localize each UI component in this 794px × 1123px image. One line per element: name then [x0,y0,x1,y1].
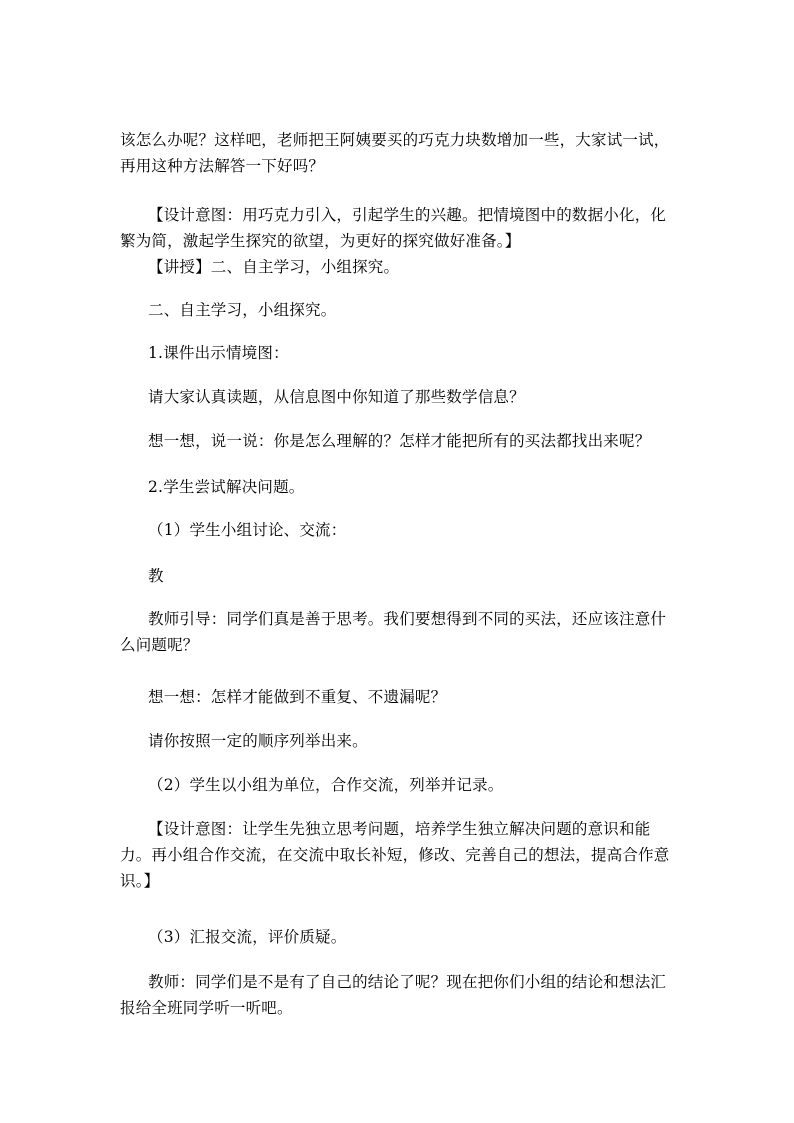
step-1-heading: 1.课件出示情境图： [148,344,289,362]
paragraph-design-intent-1: 【设计意图：用巧克力引入，引起学生的兴趣。把情境图中的数据小化，化繁为简，激起学生探究的欲望，为更好的探究做好准备。】 [120,206,667,250]
paragraph-read-question: 请大家认真读题，从信息图中你知道了那些数学信息？ [148,388,525,406]
section-heading: 二、自主学习，小组探究。 [148,301,337,319]
step-2-heading: 2.学生尝试解决问题。 [148,478,305,496]
paragraph-teacher-fragment: 教 [148,567,164,585]
paragraph-teaching-heading: 【讲授】二、自主学习，小组探究。 [148,258,400,276]
paragraph-think-say: 想一想，说一说：你是怎么理解的？怎样才能把所有的买法都找出来呢？ [148,432,651,450]
paragraph-list-in-order: 请你按照一定的顺序列举出来。 [148,732,368,750]
paragraph-think: 想一想：怎样才能做到不重复、不遗漏呢？ [148,688,447,706]
paragraph-teacher-guide: 教师引导：同学们真是善于思考。我们要想得到不同的买法，还应该注意什么问题呢？ [120,610,667,654]
substep-1: （1）学生小组讨论、交流： [148,521,347,539]
paragraph-design-intent-2: 【设计意图：让学生先独立思考问题，培养学生独立解决问题的意识和能力。再小组合作交流，在交流中取长补短，修改、完善自己的想法，提高合作意识。】 [120,820,670,890]
substep-3: （3）汇报交流，评价质疑。 [148,928,347,946]
paragraph-teacher-report: 教师：同学们是不是有了自己的结论了呢？现在把你们小组的结论和想法汇报给全班同学听一听吧。 [120,973,667,1017]
paragraph-intro: 该怎么办呢？这样吧，老师把王阿姨要买的巧克力块数增加一些，大家试一试，再用这种方法解答一下好吗？ [120,131,670,175]
substep-2: （2）学生以小组为单位，合作交流，列举并记录。 [148,776,504,794]
